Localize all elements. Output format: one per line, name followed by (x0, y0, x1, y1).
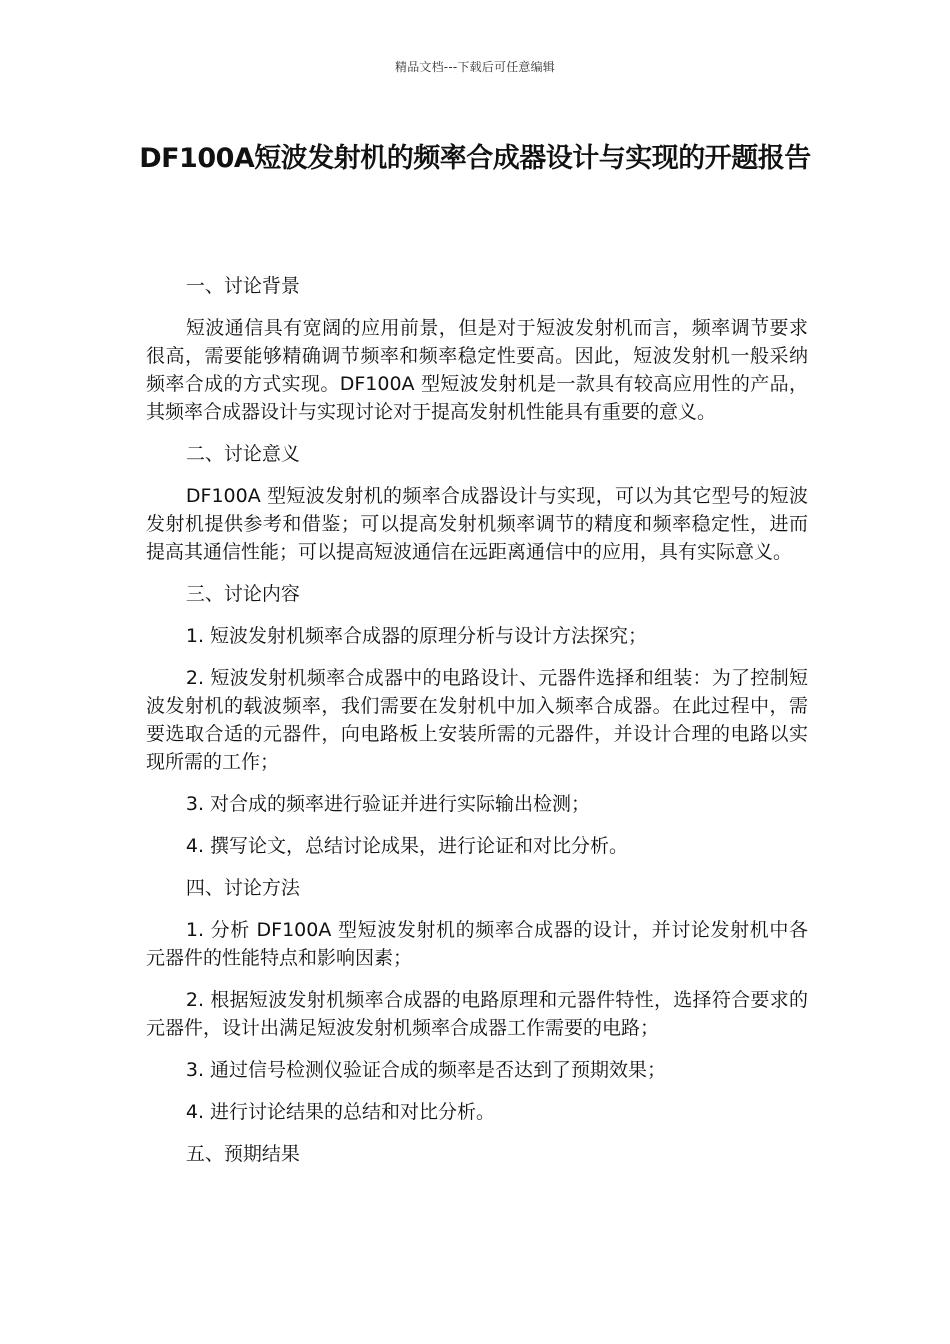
section-heading-content: 三、讨论内容 (185, 583, 300, 605)
paragraph-background: 短波通信具有宽阔的应用前景，但是对于短波发射机而言，频率调节要求很高，需要能够精确调节频率和频率稳定性要高。因此，短波发射机一般采纳频率合成的方式实现。DF100A 型短波发射机是一款具有较高应用性的产品，其频率合成器设计与实现讨论对于提高发射机性能具有重要的意义。 (146, 317, 808, 423)
content-item-1: 1. 短波发射机频率合成器的原理分析与设计方法探究； (185, 625, 648, 647)
section-heading-background: 一、讨论背景 (185, 275, 300, 297)
content-item-2: 2. 短波发射机频率合成器中的电路设计、元器件选择和组装：为了控制短波发射机的载波频率，我们需要在发射机中加入频率合成器。在此过程中，需要选取合适的元器件，向电路板上安装所需的元器件，并设计合理的电路以实现所需的工作； (146, 667, 808, 773)
document-title: DF100A短波发射机的频率合成器设计与实现的开题报告 (139, 143, 811, 174)
section-heading-expected-results: 五、预期结果 (185, 1143, 300, 1165)
document-body (146, 272, 808, 1182)
content-item-3: 3. 对合成的频率进行验证并进行实际输出检测； (185, 793, 591, 815)
method-item-1: 1. 分析 DF100A 型短波发射机的频率合成器的设计，并讨论发射机中各元器件的性能特点和影响因素； (146, 919, 808, 969)
method-item-2: 2. 根据短波发射机频率合成器的电路原理和元器件特性，选择符合要求的元器件，设计出满足短波发射机频率合成器工作需要的电路； (146, 989, 808, 1039)
header-note: 精品文档---下载后可任意编辑 (395, 60, 555, 74)
section-heading-methods: 四、讨论方法 (185, 877, 300, 899)
section-heading-significance: 二、讨论意义 (185, 443, 300, 465)
content-item-4: 4. 撰写论文，总结讨论成果，进行论证和对比分析。 (185, 835, 629, 857)
method-item-3: 3. 通过信号检测仪验证合成的频率是否达到了预期效果； (185, 1059, 667, 1081)
paragraph-significance: DF100A 型短波发射机的频率合成器设计与实现，可以为其它型号的短波发射机提供参考和借鉴；可以提高发射机频率调节的精度和频率稳定性，进而提高其通信性能；可以提高短波通信在远距离通信中的应用，具有实际意义。 (146, 485, 808, 563)
method-item-4: 4. 进行讨论结果的总结和对比分析。 (185, 1101, 496, 1123)
